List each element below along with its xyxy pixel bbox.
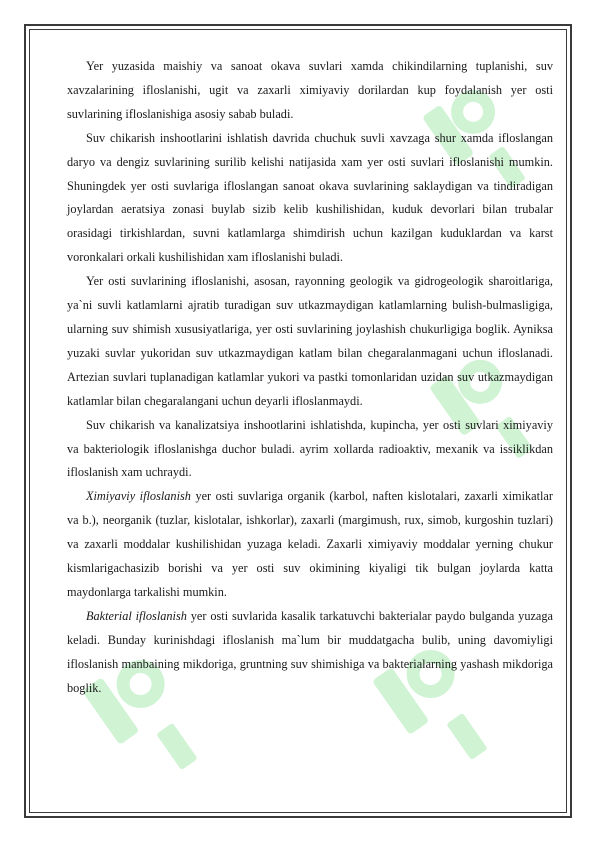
paragraph-5 <box>67 485 553 605</box>
paragraph-2 <box>67 127 553 270</box>
paragraph-6-lead-term: Bakterial ifloslanish <box>86 608 187 623</box>
paragraph-5-text: yer osti suvlariga organik (karbol, naften kislotalari, zaxarli ximikatlar va b.), neorganik (tuzlar, kislotalar, ishkorlar), zaxarli (margimush, rux, simob, kurgoshin tuzlari) va zaxarli moddalar kushilishidan yuzaga keladi. Zaxarli ximiyaviy moddalar yerning chukur kismlarigachasizib borishi va yer osti suv okimining kiyaligi tik bulgan joylarda katta maydonlarga tarkalishi mumkin. <box>67 489 553 599</box>
paragraph-6-text: yer osti suvlarida kasalik tarkatuvchi bakterialar paydo bulganda yuzaga keladi. Bunday kurinishdagi ifloslanish ma`lum bir muddatgacha bulib, uning davomiyligi ifloslanish manbaining mikdoriga, gruntning suv shimishiga va bakterialarning yashash mikdoriga boglik. <box>67 608 553 695</box>
paragraph-4-text: Suv chikarish va kanalizatsiya inshootlarini ishlatishda, kupincha, yer osti suvlari ximiyaviy va bakteriologik ifloslanishga duchor buladi. ayrim xollarda radioaktiv, mexanik va issiklikdan ifloslanish xam uchraydi. <box>67 417 553 480</box>
document-body <box>67 55 553 700</box>
paragraph-3-text: Yer osti suvlarining ifloslanishi, asosan, rayonning geologik va gidrogeologik sharoitlariga, ya`ni suvli katlamlarni ajratib turadigan suv utkazmaydigan katlamlarning bulish-bulmasligiga, ularning suv shimish xususiyatlariga, yer osti suvlarining joylashish chukurligiga boglik. Ayniksa yuzaki suvlar yukoridan suv utkazmaydigan katlam bilan chegaralanmagani uchun ifloslanadi. Artezian suvlari tuplanadigan katlamlar yukori va pastki tomonlaridan uzidan suv utkazmaydigan katlamlar bilan chegaralangani uchun deyarli ifloslanmaydi. <box>67 274 553 408</box>
paragraph-6 <box>67 605 553 701</box>
paragraph-1-text: Yer yuzasida maishiy va sanoat okava suvlari xamda chikindilarning tuplanishi, suv xavzalarining ifloslanishi, ugit va zaxarli ximiyaviy dorilardan kup foydalanish yer osti suvlarining ifloslanishiga asosiy sabab buladi. <box>67 59 553 121</box>
paragraph-5-lead-term: Ximiyaviy ifloslanish <box>86 489 191 504</box>
paragraph-3 <box>67 270 553 413</box>
paragraph-4 <box>67 414 553 486</box>
paragraph-1 <box>67 55 553 127</box>
paragraph-2-text: Suv chikarish inshootlarini ishlatish davrida chuchuk suvli xavzaga shur xamda ifloslangan daryo va dengiz suvlarining surilib kelishi natijasida xam yer osti suvlari ifloslanishi mumkin. Shuningdek yer osti suvlariga ifloslangan sanoat okava suvlarining saklaydigan va tindiradigan joylardan aeratsiya zonasi buylab sizib kelib kushilishidan, kuduk devorlari bilan trubalar orasidagi tirkishlardan, suvni katlamlarga shimdirish uchun kazilgan kuduklardan va karst voronkalari orkali kushilishidan xam ifloslanishi buladi. <box>67 130 553 265</box>
